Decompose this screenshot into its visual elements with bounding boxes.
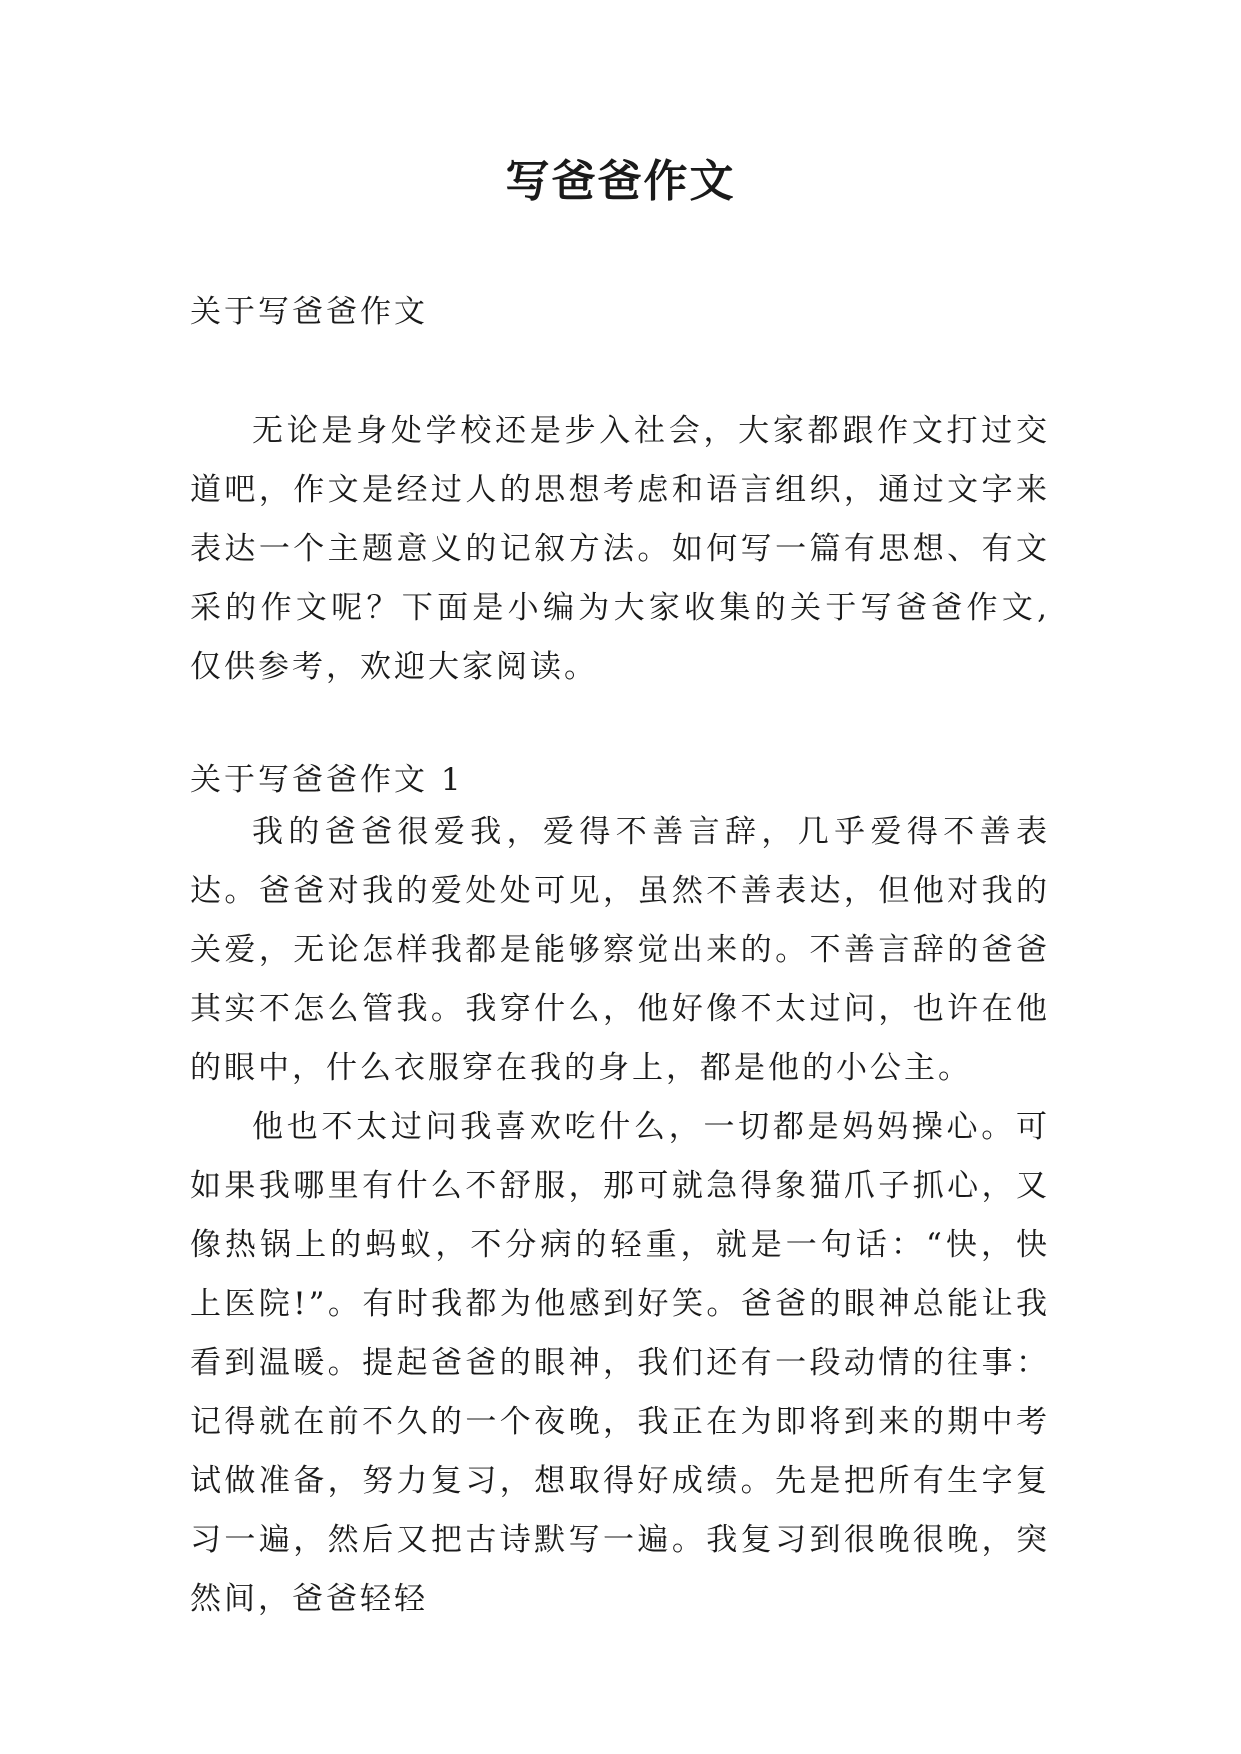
document-subtitle: 关于写爸爸作文 <box>190 294 428 330</box>
document-title: 写爸爸作文 <box>505 156 736 207</box>
intro-paragraph: 无论是身处学校还是步入社会，大家都跟作文打过交道吧，作文是经过人的思想考虑和语言组织，通过文字来表达一个主题意义的记叙方法。如何写一篇有思想、有文采的作文呢？下面是小编为大家收集的关于写爸爸作文,仅供参考，欢迎大家阅读。 <box>190 413 1050 685</box>
body-paragraph-2: 他也不太过问我喜欢吃什么，一切都是妈妈操心。可如果我哪里有什么不舒服，那可就急得象猫爪子抓心，又像热锅上的蚂蚁，不分病的轻重，就是一句话：“快，快上医院!”。有时我都为他感到好笑。爸爸的眼神总能让我看到温暖。提起爸爸的眼神，我们还有一段动情的往事：记得就在前不久的一个夜晚，我正在为即将到来的期中考试做准备，努力复习，想取得好成绩。先是把所有生字复习一遍，然后又把古诗默写一遍。我复习到很晚很晚，突然间，爸爸轻轻 <box>190 1109 1050 1617</box>
body-paragraph-1: 我的爸爸很爱我，爱得不善言辞，几乎爱得不善表达。爸爸对我的爱处处可见，虽然不善表达，但他对我的关爱，无论怎样我都是能够察觉出来的。不善言辞的爸爸其实不怎么管我。我穿什么，他好像不太过问，也许在他的眼中，什么衣服穿在我的身上，都是他的小公主。 <box>190 814 1050 1086</box>
section-heading: 关于写爸爸作文 1 <box>190 762 464 798</box>
